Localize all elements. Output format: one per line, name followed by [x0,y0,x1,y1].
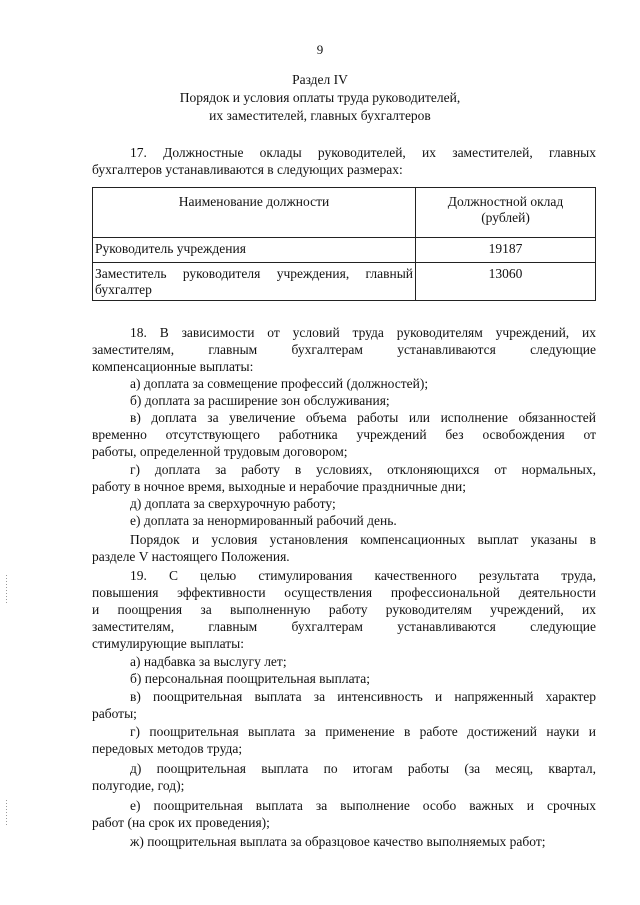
list-item: д) доплата за сверхурочную работу; [130,496,336,511]
paragraph-18-line: заместителям, главным бухгалтерам устанавливаются следующие [92,342,596,357]
paragraph-19-line: заместителям, главным бухгалтерам устанавливаются следующие [92,619,596,634]
paragraph-18-note: Порядок и условия установления компенсационных выплат указаны в [130,532,596,547]
page-number: 9 [316,42,324,57]
salary-table [92,187,596,301]
section-title: Раздел IV [292,72,348,87]
header-salary-line: (рублей) [481,210,530,225]
header-position-name: Наименование должности [93,188,416,238]
list-item-continuation: временно отсутствующего работника учреждений без освобождения от [92,427,596,442]
list-item: е) поощрительная выплата за выполнение особо важных и срочных [130,798,596,813]
position-name-line: Заместитель руководителя учреждения, главный [95,266,413,281]
list-item: б) персональная поощрительная выплата; [130,671,371,686]
list-item: а) доплата за совмещение профессий (должностей); [130,376,429,391]
header-salary [416,188,596,238]
list-item: ж) поощрительная выплата за образцовое качество выполняемых работ; [130,834,546,849]
list-item-continuation: работ (на срок их проведения); [92,815,270,830]
list-item: в) поощрительная выплата за интенсивность и напряженный характер [130,689,596,704]
scan-margin-mark [6,800,7,825]
paragraph-18-note: разделе V настоящего Положения. [92,549,290,564]
paragraph-19-line: стимулирующие выплаты: [92,636,244,651]
header-salary-line: Должностной оклад [447,194,564,209]
paragraph-19-line: и поощрения за выполненную работу руководителям учреждений, их [92,602,596,617]
position-name-line: бухгалтер [95,282,152,297]
paragraph-17-line: бухгалтеров устанавливаются в следующих размерах: [92,162,403,177]
list-item: б) доплата за расширение зон обслуживания; [130,393,390,408]
position-name [93,263,416,301]
list-item: е) доплата за ненормированный рабочий день. [130,513,397,528]
list-item: д) поощрительная выплата по итогам работы (за месяц, квартал, [130,761,596,776]
position-name: Руководитель учреждения [93,238,416,263]
paragraph-17-line: 17. Должностные оклады руководителей, их заместителей, главных [130,145,596,160]
scan-margin-mark [6,575,7,605]
table-row [93,238,596,263]
table-header-row [93,188,596,238]
list-item: а) надбавка за выслугу лет; [130,654,287,669]
list-item-continuation: полугодие, год); [92,778,185,793]
list-item-continuation: передовых методов труда; [92,741,243,756]
salary-value: 19187 [416,238,596,263]
list-item: г) доплата за работу в условиях, отклоняющихся от нормальных, [130,462,596,477]
salary-value: 13060 [416,263,596,301]
paragraph-18-line: компенсационные выплаты: [92,359,254,374]
list-item: в) доплата за увеличение объема работы или исполнение обязанностей [130,410,596,425]
section-subtitle-line: Порядок и условия оплаты труда руководителей, [179,90,461,105]
paragraph-19-line: 19. С целью стимулирования качественного результата труда, [130,568,596,583]
paragraph-18-line: 18. В зависимости от условий труда руководителям учреждений, их [130,325,596,340]
list-item-continuation: работы, определенной трудовым договором; [92,444,348,459]
list-item-continuation: работы; [92,706,137,721]
list-item-continuation: работу в ночное время, выходные и нерабочие праздничные дни; [92,479,466,494]
paragraph-19-line: повышения эффективности осуществления профессиональной деятельности [92,585,596,600]
list-item: г) поощрительная выплата за применение в работе достижений науки и [130,724,596,739]
table-row [93,263,596,301]
section-subtitle-line: их заместителей, главных бухгалтеров [209,108,431,123]
